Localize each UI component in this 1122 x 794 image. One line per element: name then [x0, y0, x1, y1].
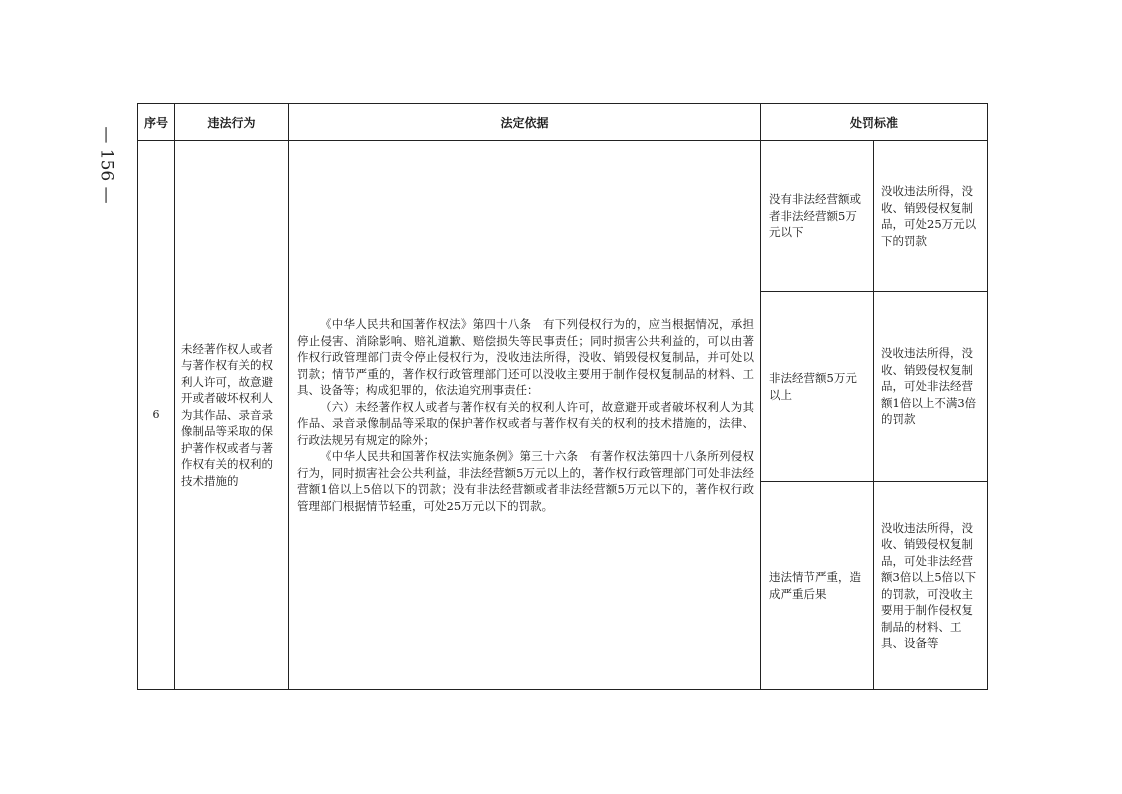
basis-paragraph: 《中华人民共和国著作权法实施条例》第三十六条 有著作权法第四十八条所列侵权行为，同时损害社会公共利益，非法经营额5万元以上的，著作权行政管理部门可处非法经营额1倍以上5倍以下的罚款；没有非法经营额或者非法经营额5万元以下的，著作权行政管理部门根据情节轻重，可处25万元以下的罚款。	[297, 449, 754, 513]
penalty-punishment: 没收违法所得，没收、销毁侵权复制品，可处25万元以下的罚款	[874, 141, 988, 292]
page-number-label: — 156 —	[97, 126, 118, 204]
row-act: 未经著作权人或者与著作权有关的权利人许可，故意避开或者破坏权利人为其作品、录音录像制品等采取的保护著作权或者与著作权有关的权利的技术措施的	[175, 141, 289, 690]
table-row	[138, 141, 988, 292]
basis-paragraph: 《中华人民共和国著作权法》第四十八条 有下列侵权行为的，应当根据情况，承担停止侵害、消除影响、赔礼道歉、赔偿损失等民事责任；同时损害公共利益的，可以由著作权行政管理部门责令停止侵权行为，没收违法所得，没收、销毁侵权复制品，并可处以罚款；情节严重的，著作权行政管理部门还可以没收主要用于制作侵权复制品的材料、工具、设备等；构成犯罪的，依法追究刑事责任：	[297, 317, 754, 397]
page-number	[92, 110, 122, 220]
penalty-table	[137, 103, 988, 690]
basis-paragraph: （六）未经著作权人或者与著作权有关的权利人许可，故意避开或者破坏权利人为其作品、录音录像制品等采取的保护著作权或者与著作权有关的权利的技术措施的，法律、行政法规另有规定的除外；	[297, 399, 754, 447]
row-basis	[289, 141, 761, 690]
penalty-condition: 违法情节严重，造成严重后果	[761, 482, 874, 690]
header-act: 违法行为	[175, 104, 289, 141]
row-seq: 6	[138, 141, 175, 690]
header-basis: 法定依据	[289, 104, 761, 141]
penalty-condition: 非法经营额5万元以上	[761, 292, 874, 482]
penalty-punishment: 没收违法所得，没收、销毁侵权复制品，可处非法经营额1倍以上不满3倍的罚款	[874, 292, 988, 482]
header-penalty: 处罚标准	[761, 104, 988, 141]
header-seq: 序号	[138, 104, 175, 141]
penalty-punishment: 没收违法所得，没收、销毁侵权复制品，可处非法经营额3倍以上5倍以下的罚款，可没收主要用于制作侵权复制品的材料、工具、设备等	[874, 482, 988, 690]
table-header-row	[138, 104, 988, 141]
penalty-condition: 没有非法经营额或者非法经营额5万元以下	[761, 141, 874, 292]
